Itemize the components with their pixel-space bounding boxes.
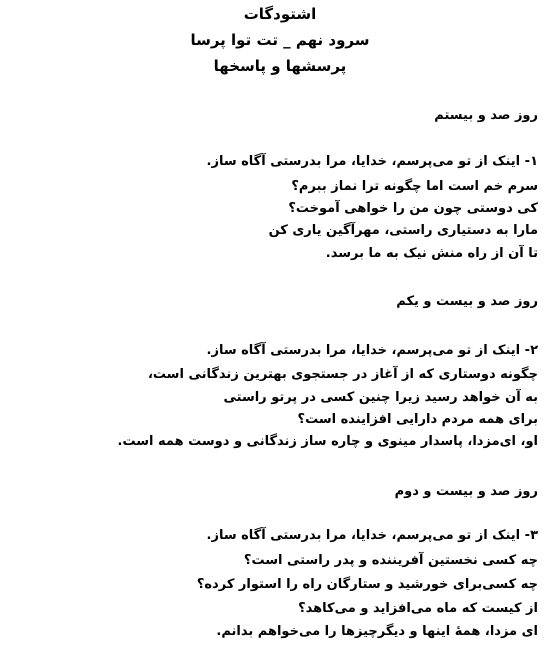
- verse-line: مارا به دستیاری راستی، مهرآگین یاری کن: [268, 223, 538, 238]
- hymn-title: سرود نهم _ تت توا پرسا: [190, 31, 370, 49]
- verse-line: به آن خواهد رسید زیرا چنین کسی در پرتو راستی: [223, 390, 538, 405]
- verse-line: از کیست که ماه می‌افزاید و می‌کاهد؟: [298, 601, 538, 616]
- document-title: اشتودگات: [243, 5, 317, 23]
- verse-line: چه کسی‌برای خورشید و ستارگان راه را استوار کرده؟: [196, 577, 538, 592]
- verse-line: ای مزدا، همهٔ اینها و دیگرچیزها را می‌خواهم بدانم.: [216, 624, 538, 639]
- day-heading: روز صد و بیستم: [434, 108, 538, 123]
- verse-line: او، ای‌مزدا، پاسدار مینوی و چاره ساز زندگانی و دوست همه است.: [117, 434, 538, 449]
- verse-line: تا آن از راه منش نیک به ما برسد.: [325, 246, 538, 261]
- document-subtitle: پرسشها و پاسخها: [213, 57, 347, 75]
- verse-line: چه کسی نخستین آفریننده و پدر راستی است؟: [243, 553, 538, 568]
- day-heading: روز صد و بیست و دوم: [394, 484, 538, 499]
- verse-line: برای همه مردم دارایی افزاینده است؟: [297, 412, 538, 427]
- day-heading: روز صد و بیست و یکم: [396, 294, 538, 309]
- verse-line: ۱- اینک از تو می‌پرسم، خدایا، مرا بدرستی آگاه ساز.: [206, 154, 538, 169]
- verse-line: کی دوستی چون من را خواهی آموخت؟: [288, 201, 538, 216]
- verse-line: ۲- اینک از تو می‌پرسم، خدایا، مرا بدرستی آگاه ساز.: [206, 343, 538, 358]
- verse-line: چگونه دوستاری که از آغاز در جستجوی بهترین زندگانی است،: [147, 367, 538, 382]
- verse-line: سرم خم است اما چگونه ترا نماز ببرم؟: [291, 179, 538, 194]
- verse-line: ۳- اینک از تو می‌پرسم، خدایا، مرا بدرستی آگاه ساز.: [206, 528, 538, 543]
